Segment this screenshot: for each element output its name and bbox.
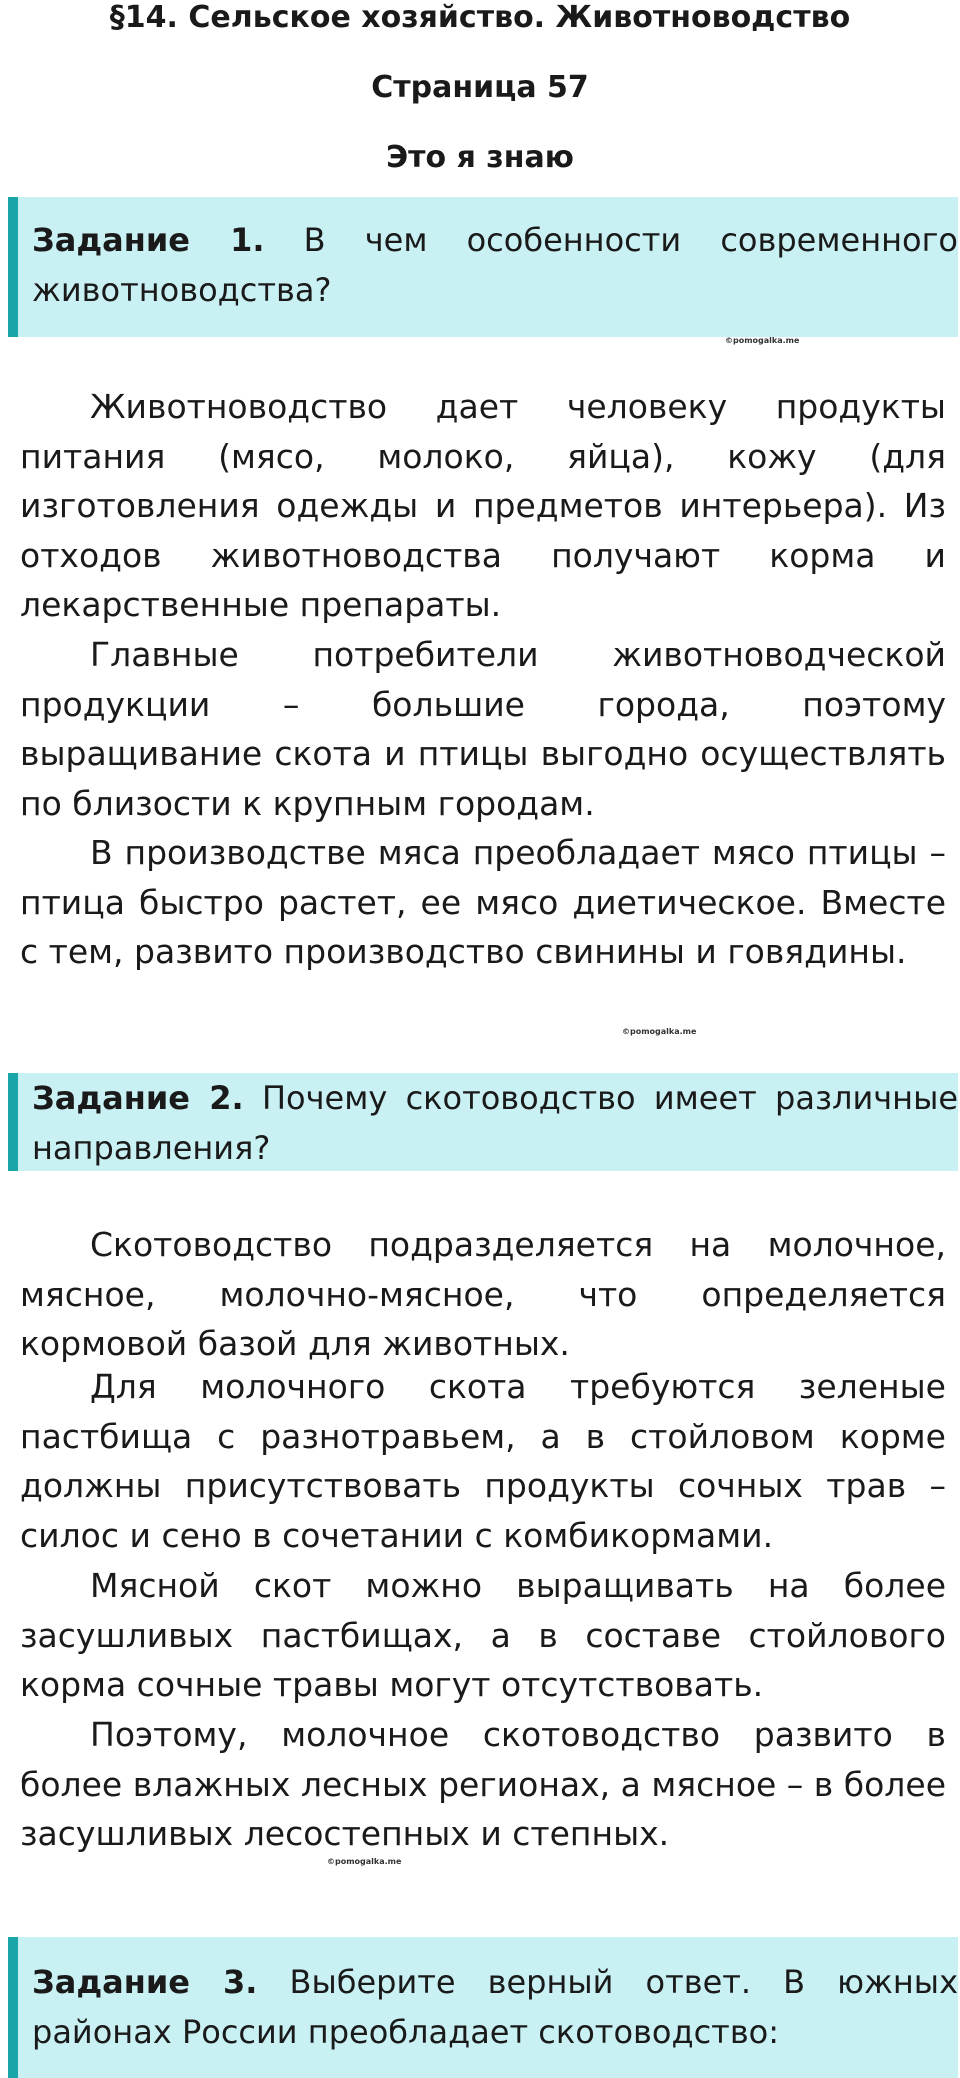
watermark: ©pomogalka.me	[725, 336, 800, 345]
watermark: ©pomogalka.me	[327, 1857, 402, 1866]
watermark: ©pomogalka.me	[622, 1027, 697, 1036]
task-3-question: Выберите верный ответ. В южных районах России преобладает скотоводство:	[32, 1963, 959, 2051]
task-1-answer-paragraph: Животноводство дает человеку продукты питания (мясо, молоко, яйца), кожу (для изготовления одежды и предметов интерьера). Из отходов животноводства получают корма и лекарственные препараты.	[20, 387, 946, 624]
page-number: Страница 57	[371, 70, 589, 105]
task-1-answer-paragraph: В производстве мяса преобладает мясо птицы – птица быстро растет, ее мясо диетическое. Вместе с тем, развито производство свинины и говядины.	[20, 833, 946, 971]
task-2-answer-paragraph: Скотоводство подразделяется на молочное, мясное, молочно-мясное, что определяется кормовой базой для животных.	[20, 1225, 946, 1363]
task-1-label: Задание 1.	[32, 221, 265, 259]
task-2-box	[8, 1073, 958, 1171]
task-1-question: В чем особенности современного животноводства?	[32, 221, 958, 309]
task-2-answer-paragraph: Поэтому, молочное скотоводство развито в более влажных лесных регионах, а мясное – в более засушливых лесостепных и степных.	[20, 1715, 946, 1853]
page-title: §14. Сельское хозяйство. Животноводство	[109, 0, 851, 35]
task-3-label: Задание 3.	[32, 1963, 258, 2001]
section-title: Это я знаю	[386, 140, 574, 175]
task-2-label: Задание 2.	[32, 1079, 244, 1117]
task-1-answer-paragraph: Главные потребители животноводческой продукции – большие города, поэтому выращивание скота и птицы выгодно осуществлять по близости к крупным городам.	[20, 635, 946, 823]
task-2-answer-paragraph: Для молочного скота требуются зеленые пастбища с разнотравьем, а в стойловом корме должны присутствовать продукты сочных трав – силос и сено в сочетании с комбикормами.	[20, 1367, 946, 1555]
task-2-answer-paragraph: Мясной скот можно выращивать на более засушливых пастбищах, а в составе стойлового корма сочные травы могут отсутствовать.	[20, 1566, 946, 1704]
task-3-box	[8, 1937, 958, 2078]
task-1-box	[8, 197, 958, 337]
task-2-question: Почему скотоводство имеет различные направления?	[32, 1079, 959, 1167]
